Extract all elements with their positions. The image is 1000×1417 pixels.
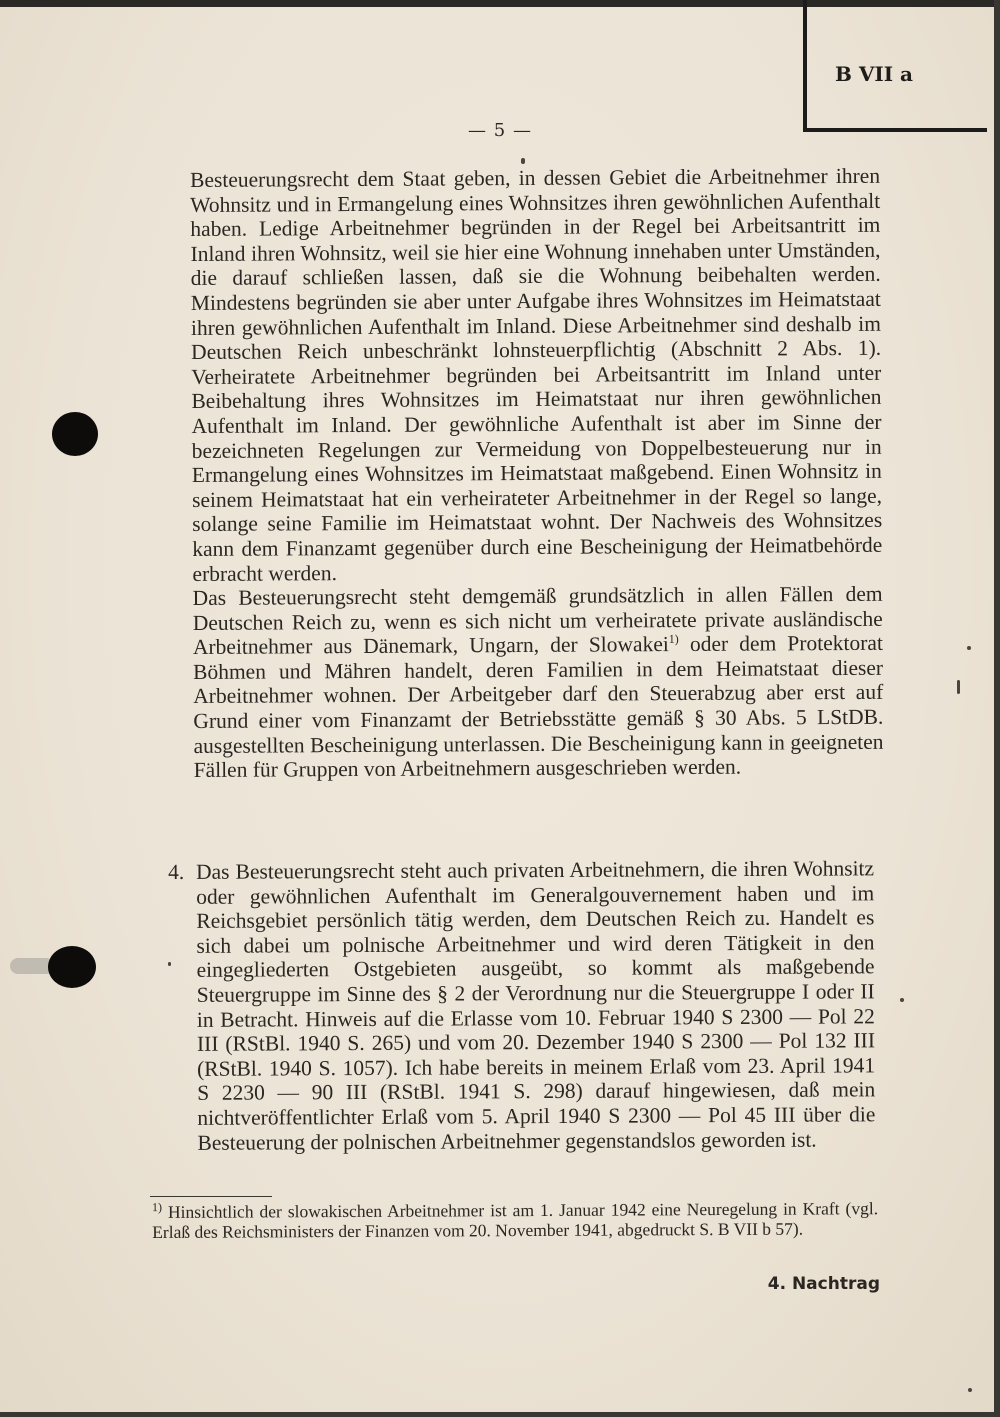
section-tab-border-horizontal [803,128,987,132]
paragraph-2-text-a: Das Besteuerungsrecht steht demgemäß grundsätzlich in allen Fällen dem Deutschen Reich zu, wenn es sich nicht um verheiratete private ausländische Arbeitnehmer aus Dänemark, Ungarn, der Slowakei [192,581,883,660]
section-tab-label: B VII a [835,62,914,86]
punch-hole-lower [48,946,96,988]
supplement-label: 4. Nachtrag [767,1274,880,1294]
footnote-reference: 1) [668,632,679,647]
scan-speck [168,962,171,966]
footnote [152,1198,878,1242]
scan-speck [521,158,525,164]
paragraph-continued: Besteuerungsrecht dem Staat geben, in dessen Gebiet die Arbeitnehmer ihren Wohnsitz und in Ermangelung eines Wohnsitzes ihren gewöhnlichen Aufenthalt haben. Ledige Arbeitnehmer begründen in der Regel bei Arbeitsantritt im Inland ihren Wohnsitz, weil sie hier eine Wohnung innehaben unter Umständen, die darauf schließen lassen, daß sie die Wohnung beibehalten werden. Mindestens begründen sie aber unter Aufgabe ihres Wohnsitzes im Heimatstaat ihren gewöhnlichen Aufenthalt im Inland. Diese Arbeitnehmer sind deshalb im Deutschen Reich unbeschränkt lohnsteuerpflichtig (Abschnitt 2 Abs. 1). Verheiratete Arbeitnehmer begründen bei Arbeitsantritt im Inland unter Beibehaltung ihres Wohnsitzes im Heimatstaat nur ihren gewöhnlichen Aufenthalt im Inland. Der gewöhnliche Aufenthalt ist aber im Sinne der bezeichneten Regelungen zur Vermeidung von Doppelbesteuerung nur in Ermangelung eines Wohnsitzes im Heimatstaat maßgebend. Einen Wohnsitz in seinem Heimatstaat hat ein verheirateter Arbeitnehmer in der Regel so lange, solange seine Familie im Heimatstaat wohnt. Der Nachweis des Wohnsitzes kann dem Finanzamt gegenüber durch eine Bescheinigung der Heimatbehörde erbracht werden. [190,163,883,586]
scan-edge-bottom [0,1412,1000,1417]
scan-speck [957,680,960,694]
footnote-marker: 1) [151,1200,163,1215]
list-item-4 [168,856,876,1155]
list-item-text: Das Besteuerungsrecht steht auch privaten Arbeitnehmern, die ihren Wohnsitz oder gewöhnlichen Aufenthalt im Generalgouvernement haben und im Reichsgebiet persönlich tätig werden, dem Deutschen Reich zu. Handelt es sich dabei um polnische Arbeitnehmer und wird deren Tätigkeit in den eingegliederten Ostgebieten ausgeübt, so kommt als maßgebende Steuergruppe im Sinne des § 2 der Verordnung nur die Steuergruppe I oder II in Betracht. Hinweis auf die Erlasse vom 10. Februar 1940 S 2300 — Pol 22 III (RStBl. 1940 S. 265) und vom 20. Dezember 1940 S 2300 — Pol 132 III (RStBl. 1940 S. 1057). Ich habe bereits in meinem Erlaß vom 23. April 1941 S 2230 — 90 III (RStBl. 1941 S. 298) darauf hingewiesen, daß mein nichtveröffentlichter Erlaß vom 5. April 1940 S 2300 — Pol 45 III über die Besteuerung der polnischen Arbeitnehmer gegenstandslos geworden ist. [195,856,876,1155]
paragraph-2 [193,582,884,783]
scan-speck [900,998,904,1002]
paragraph-2-text-b: oder dem Protektorat Böhmen und Mähren handelt, deren Familien in dem Heimatstaat dieser Arbeitnehmer wohnen. Der Arbeitgeber darf den Steuerabzug aber erst auf Grund einer vom Finanzamt der Betriebsstätte gemäß § 30 Abs. 5 LStDB. ausgestellten Bescheinigung unterlassen. Die Bescheinigung kann in geeigneten Fällen für Gruppen von Arbeitnehmern ausgeschrieben werden. [193,631,884,783]
scan-edge-right [994,0,1000,1417]
section-tab-border-vertical [803,0,807,132]
page-number: — 5 — [468,120,532,141]
scan-edge-top [0,0,1000,7]
footnote-text: Hinsichtlich der slowakischen Arbeitnehmer ist am 1. Januar 1942 eine Neuregelung in Kraft (vgl. Erlaß des Reichsministers der Finanzen vom 20. November 1941, abgedruckt S. B VII b 57). [152,1198,879,1242]
list-item-number: 4. [168,859,185,884]
punch-hole-upper [52,412,98,456]
scan-speck [967,646,971,650]
main-text-block [190,164,884,783]
footnote-divider [150,1196,272,1197]
scan-speck [968,1388,972,1392]
